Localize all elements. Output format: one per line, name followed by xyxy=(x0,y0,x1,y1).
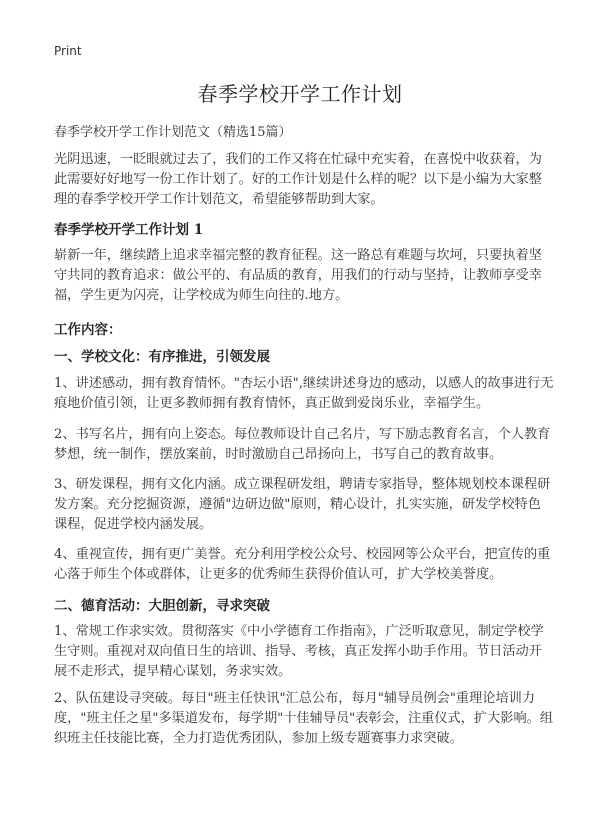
intro-paragraph: 光阴迅速，一眨眼就过去了，我们的工作又将在忙碌中充实着，在喜悦中收获着，为此需要好好地写一份工作计划了。好的工作计划是什么样的呢？以下是小编为大家整理的春季学校开学工作计划范文，希望能够帮助到大家。 xyxy=(54,152,542,207)
document-subtitle: 春季学校开学工作计划范文（精选15篇） xyxy=(54,125,292,140)
part1-item: 3、研发课程，拥有文化内涵。成立课程研发组，聘请专家指导，整体规划校本课程研发方案。充分挖掘资源，遵循"边研边做"原则，精心设计，扎实实施，研发学校特色课程，促进学校内涵发展。 xyxy=(54,477,551,532)
part2-heading: 二、德育活动：大胆创新，寻求突破 xyxy=(54,598,270,614)
part1-item: 4、重视宣传，拥有更广美誉。充分利用学校公众号、校园网等公众平台，把宣传的重心落于师生个体或群体，让更多的优秀师生获得价值认可，扩大学校美誉度。 xyxy=(54,547,551,582)
print-label[interactable]: Print xyxy=(54,44,82,58)
part1-heading: 一、学校文化：有序推进，引领发展 xyxy=(54,349,270,365)
part1-item: 1、讲述感动，拥有教育情怀。"杏坛小语",继续讲述身边的感动，以感人的故事进行无痕地价值引领，让更多教师拥有教育情怀，真正做到爱岗乐业，幸福学生。 xyxy=(54,376,554,411)
part2-item: 2、队伍建设寻突破。每日"班主任快讯"汇总公布，每月"辅导员例会"重理论培训力度，"班主任之星"多渠道发布，每学期"十佳辅导员"表彰会，注重仪式，扩大影响。组织班主任技能比赛，全力打造优秀团队，参加上级专题赛事力求突破。 xyxy=(54,691,554,746)
part2-item: 1、常规工作求实效。贯彻落实《中小学德育工作指南》，广泛听取意见，制定学校学生守则。重视对双向值日生的培训、指导、考核，真正发挥小助手作用。节日活动开展不走形式，提早精心谋划，务求实效。 xyxy=(54,624,544,679)
work-content-heading: 工作内容： xyxy=(54,322,122,338)
section-paragraph: 崭新一年，继续踏上追求幸福完整的教育征程。这一路总有难题与坎坷，只要执着坚守共同的教育追求：做公平的、有品质的教育，用我们的行动与坚持，让教师享受幸福，学生更为闪亮，让学校成为师生向往的.地方。 xyxy=(54,248,542,303)
document-title: 春季学校开学工作计划 xyxy=(197,82,403,106)
part1-item: 2、书写名片，拥有向上姿态。每位教师设计自己名片，写下励志教育名言，个人教育梦想，统一制作，摆放案前，时时激励自己昂扬向上，书写自己的教育故事。 xyxy=(54,427,551,462)
section-heading: 春季学校开学工作计划 1 xyxy=(54,222,204,238)
